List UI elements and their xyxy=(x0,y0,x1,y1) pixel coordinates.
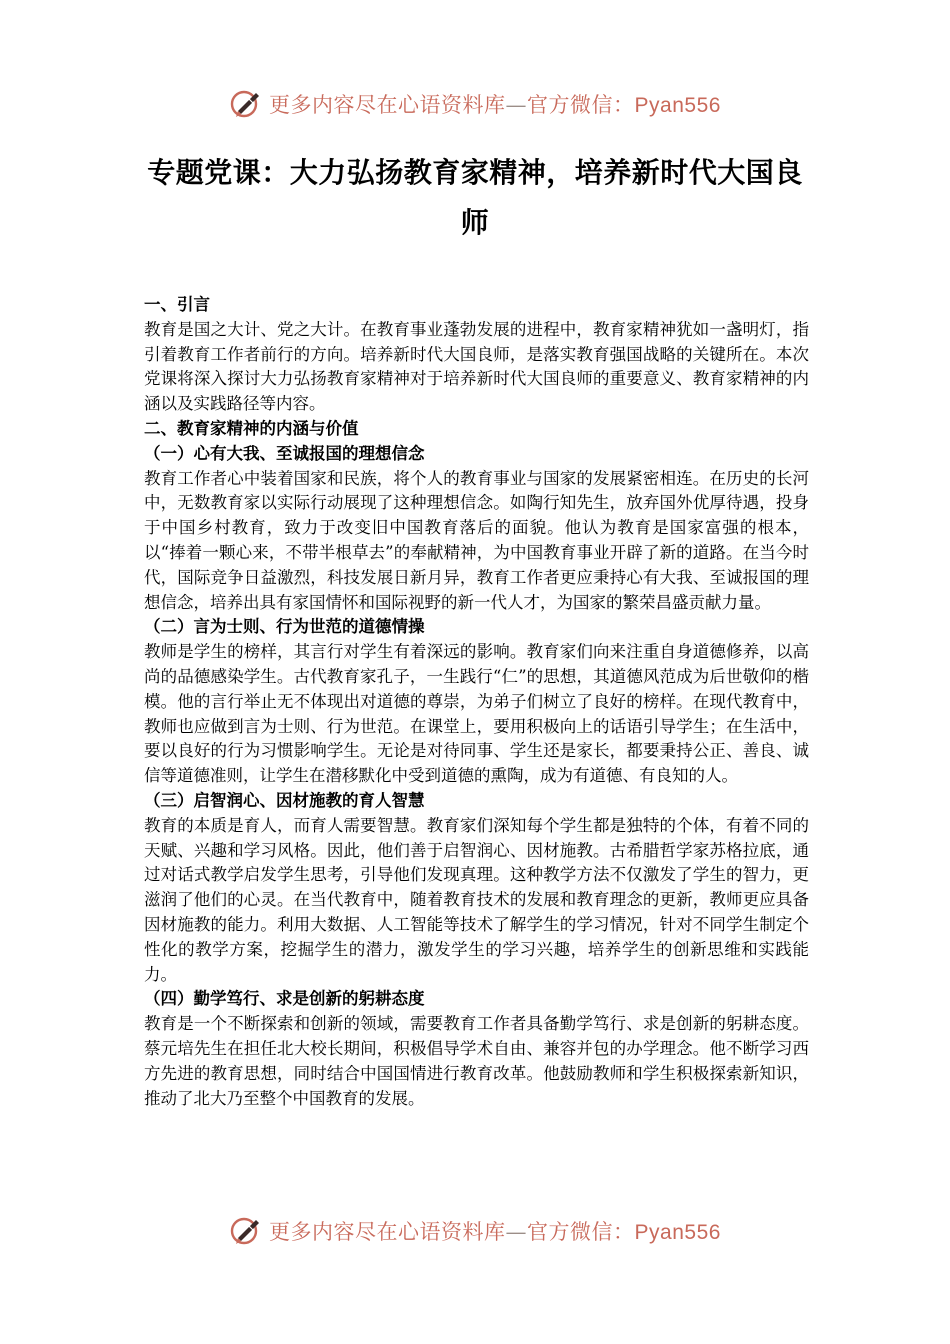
header-banner xyxy=(0,84,950,124)
banner-label: 官方微信： xyxy=(527,1220,635,1244)
banner-label: 官方微信： xyxy=(527,93,635,117)
section-heading: 二、教育家精神的内涵与价值 xyxy=(144,418,359,438)
banner-separator: — xyxy=(505,1220,528,1244)
body-paragraph: 教师是学生的榜样，其言行对学生有着深远的影响。教育家们向来注重自身道德修养，以高尚的品德感染学生。古代教育家孔子，一生践行“仁”的思想，其道德风范成为后世敬仰的楷模。他的言行举止无不体现出对道德的尊崇，为弟子们树立了良好的榜样。在现代教育中，教师也应做到言为士则、行为世范。在课堂上，要用积极向上的话语引导学生；在生活中，要以良好的行为习惯影响学生。无论是对待同事、学生还是家长，都要秉持公正、善良、诚信等道德准则，让学生在潜移默化中受到道德的熏陶，成为有道德、有良知的人。 xyxy=(144,642,809,786)
subsection-heading: （四）勤学笃行、求是创新的躬耕态度 xyxy=(144,989,425,1009)
pen-logo-icon xyxy=(229,1214,263,1248)
body-paragraph: 教育工作者心中装着国家和民族，将个人的教育事业与国家的发展紧密相连。在历史的长河中，无数教育家以实际行动展现了这种理想信念。如陶行知先生，放弃国外优厚待遇，投身于中国乡村教育，致力于改变旧中国教育落后的面貌。他认为教育是国家富强的根本，以“捧着一颗心来，不带半根草去”的奉献精神，为中国教育事业开辟了新的道路。在当今时代，国际竞争日益激烈，科技发展日新月异，教育工作者更应秉持心有大我、至诚报国的理想信念，培养出具有家国情怀和国际视野的新一代人才，为国家的繁荣昌盛贡献力量。 xyxy=(144,468,809,612)
banner-wechat-id: Pyan556 xyxy=(634,1221,721,1244)
banner-tagline: 更多内容尽在心语资料库 xyxy=(269,1220,506,1244)
banner-text xyxy=(269,89,721,119)
section-heading: 一、引言 xyxy=(144,295,210,314)
body-paragraph: 教育的本质是育人，而育人需要智慧。教育家们深知每个学生都是独特的个体，有着不同的天赋、兴趣和学习风格。因此，他们善于启智润心、因材施教。古希腊哲学家苏格拉底，通过对话式教学启发学生思考，引导他们发现真理。这种教学方法不仅激发了学生的智力，更滋润了他们的心灵。在当代教育中，随着教育技术的发展和教育理念的更新，教师更应具备因材施教的能力。利用大数据、人工智能等技术了解学生的学习情况，针对不同学生制定个性化的教学方案，挖掘学生的潜力，激发学生的学习兴趣，培养学生的创新思维和实践能力。 xyxy=(144,815,809,984)
banner-wechat-id: Pyan556 xyxy=(634,94,721,117)
pen-logo-icon xyxy=(229,87,263,121)
body-paragraph: 教育是一个不断探索和创新的领域，需要教育工作者具备勤学笃行、求是创新的躬耕态度。蔡元培先生在担任北大校长期间，积极倡导学术自由、兼容并包的办学理念。他不断学习西方先进的教育思想，同时结合中国国情进行教育改革。他鼓励教师和学生积极探索新知识，推动了北大乃至整个中国教育的发展。 xyxy=(144,1014,809,1108)
document-title: 专题党课：大力弘扬教育家精神，培养新时代大国良师 xyxy=(147,156,803,239)
subsection-heading: （二）言为士则、行为世范的道德情操 xyxy=(144,617,425,637)
subsection-heading: （三）启智润心、因材施教的育人智慧 xyxy=(144,790,425,810)
banner-text xyxy=(269,1216,721,1246)
body-paragraph: 教育是国之大计、党之大计。在教育事业蓬勃发展的进程中，教育家精神犹如一盏明灯，指引着教育工作者前行的方向。培养新时代大国良师，是落实教育强国战略的关键所在。本次党课将深入探讨大力弘扬教育家精神对于培养新时代大国良师的重要意义、教育家精神的内涵以及实践路径等内容。 xyxy=(144,319,809,414)
document-body xyxy=(144,293,809,1111)
footer-banner xyxy=(0,1211,950,1251)
banner-tagline: 更多内容尽在心语资料库 xyxy=(269,93,506,117)
banner-separator: — xyxy=(505,93,528,117)
subsection-heading: （一）心有大我、至诚报国的理想信念 xyxy=(144,443,425,463)
